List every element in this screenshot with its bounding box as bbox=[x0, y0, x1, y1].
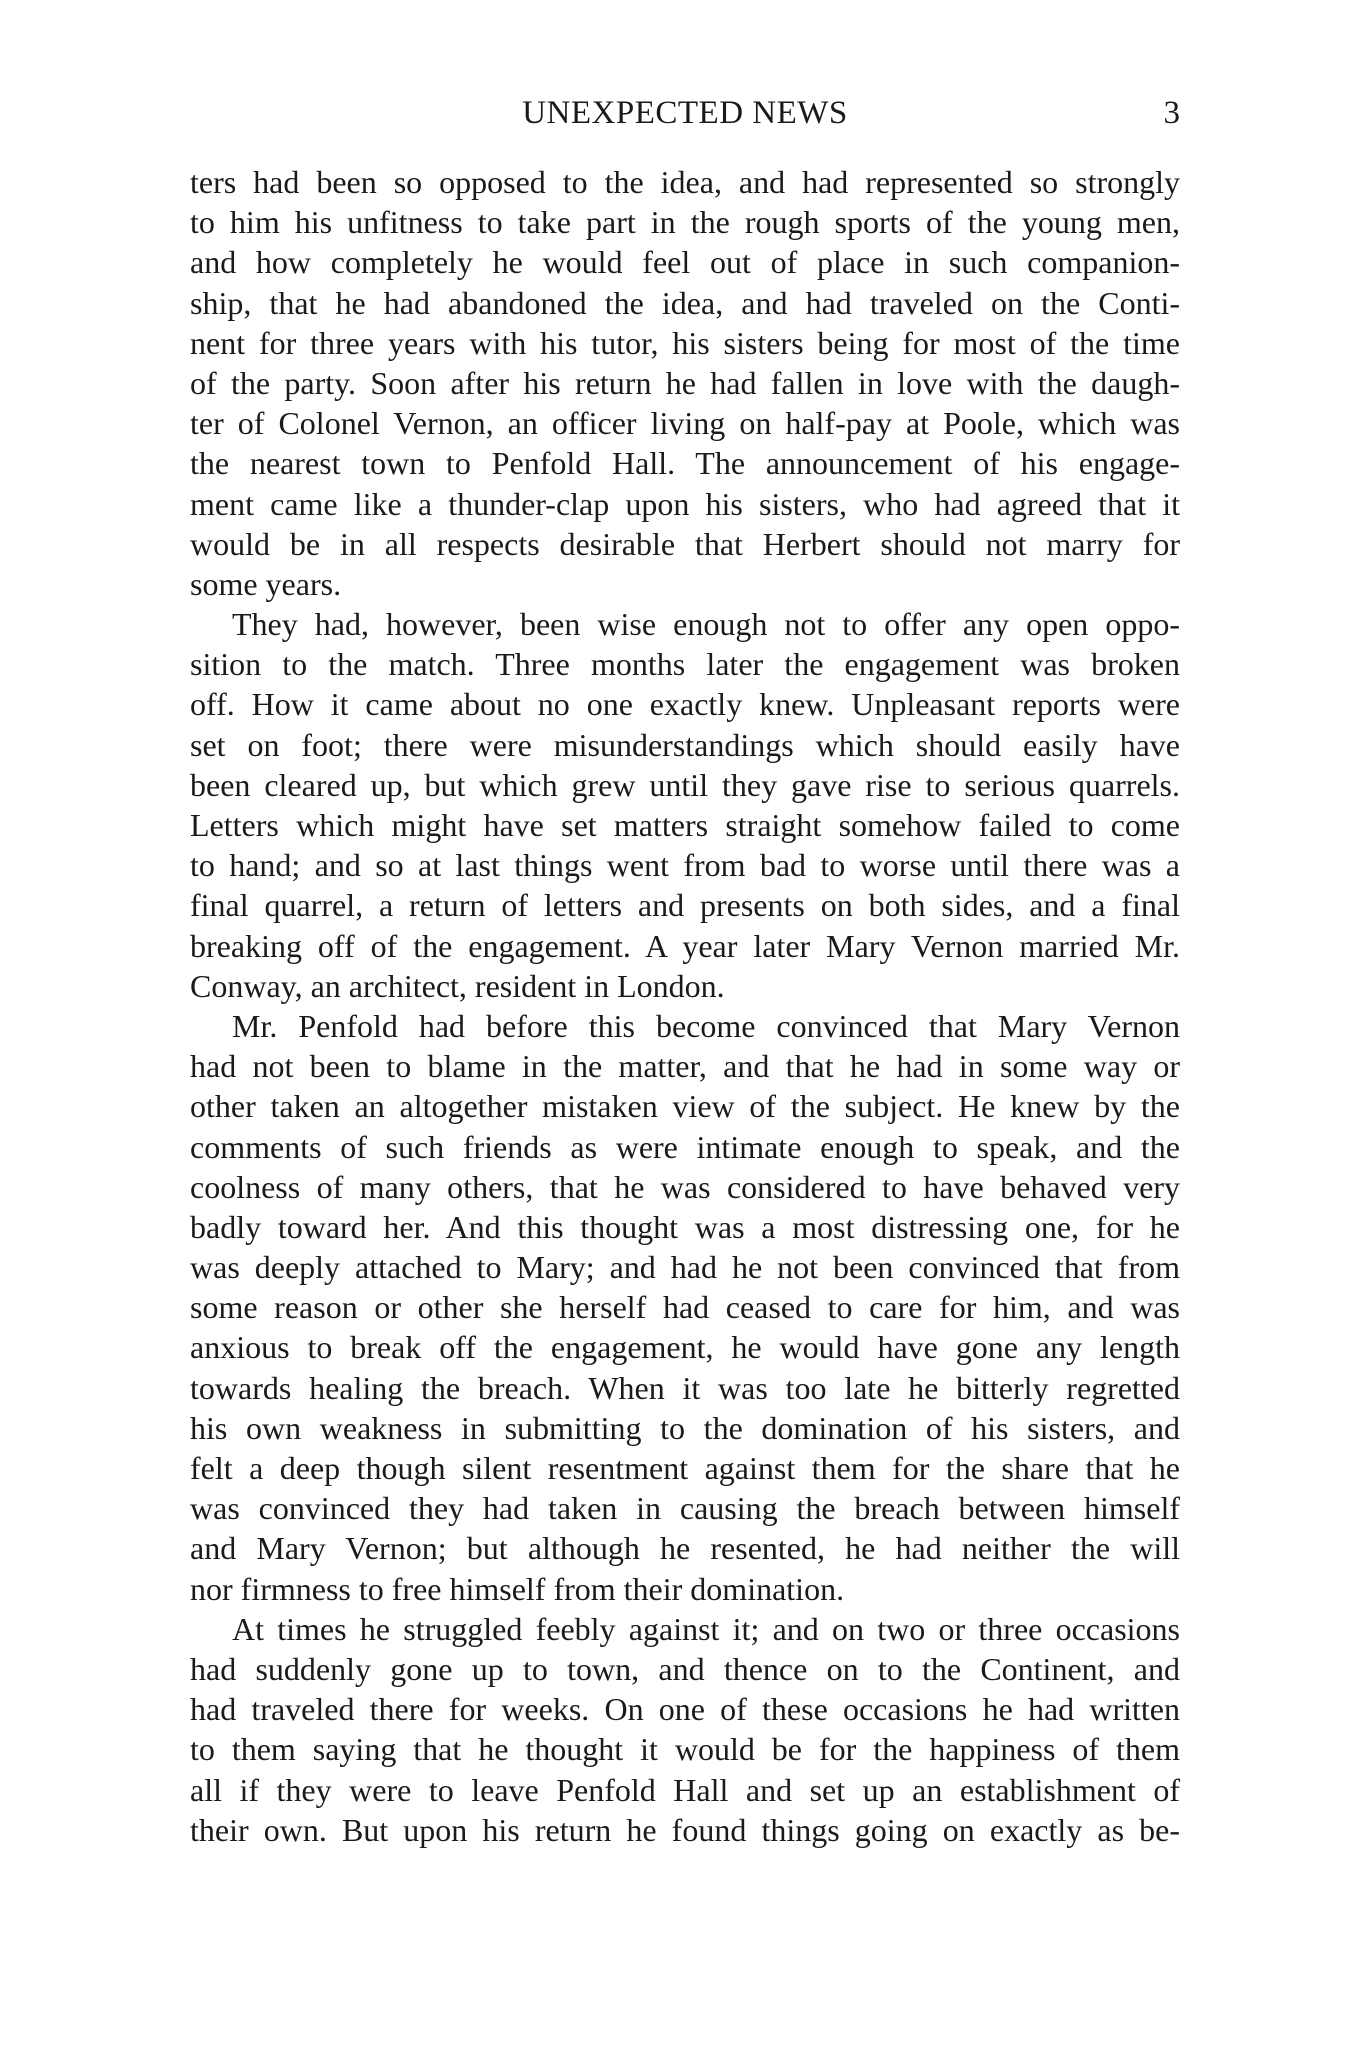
text-line: They had, however, been wise enough not to offer any open oppo- bbox=[232, 606, 1180, 643]
text-line: comments of such friends as were intimate enough to speak, and the bbox=[190, 1128, 1180, 1165]
text-line: coolness of many others, that he was considered to have behaved very bbox=[190, 1168, 1180, 1205]
text-line: off. How it came about no one exactly knew. Unpleasant reports were bbox=[190, 686, 1180, 723]
text-line: ship, that he had abandoned the idea, and had traveled on the Conti- bbox=[190, 284, 1180, 321]
text-line: felt a deep though silent resentment against them for the share that he bbox=[190, 1450, 1180, 1486]
text-line: nent for three years with his tutor, his sisters being for most of the time bbox=[190, 324, 1180, 361]
paragraph bbox=[190, 162, 1180, 604]
text-line: and how completely he would feel out of place in such companion- bbox=[190, 244, 1180, 281]
text-line: to them saying that he thought it would be for the happiness of them bbox=[190, 1731, 1180, 1768]
text-line: his own weakness in submitting to the domination of his sisters, and bbox=[190, 1409, 1180, 1446]
text-line: some reason or other she herself had ceased to care for him, and was bbox=[190, 1289, 1180, 1326]
text-line: nor firmness to free himself from their domination. bbox=[190, 1570, 845, 1607]
text-line: had not been to blame in the matter, and that he had in some way or bbox=[190, 1048, 1180, 1085]
text-line: and Mary Vernon; but although he resented, he had neither the will bbox=[190, 1530, 1180, 1567]
text-line: was convinced they had taken in causing the breach between himself bbox=[190, 1490, 1180, 1527]
text-line: was deeply attached to Mary; and had he not been convinced that from bbox=[190, 1249, 1180, 1286]
text-line: of the party. Soon after his return he had fallen in love with the daugh- bbox=[190, 364, 1180, 401]
page-number: 3 bbox=[1163, 95, 1180, 131]
text-line: to hand; and so at last things went from bad to worse until there was a bbox=[190, 847, 1180, 884]
text-line: Mr. Penfold had before this become convinced that Mary Vernon bbox=[232, 1007, 1180, 1044]
text-line: ment came like a thunder-clap upon his sisters, who had agreed that it bbox=[190, 485, 1180, 522]
text-line: badly toward her. And this thought was a most distressing one, for he bbox=[190, 1208, 1180, 1245]
text-line: breaking off of the engagement. A year later Mary Vernon married Mr. bbox=[190, 927, 1180, 964]
text-line: final quarrel, a return of letters and presents on both sides, and a final bbox=[190, 887, 1180, 924]
text-line: the nearest town to Penfold Hall. The announcement of his engage- bbox=[190, 445, 1180, 482]
text-line: all if they were to leave Penfold Hall and set up an establishment of bbox=[190, 1771, 1180, 1808]
text-line: anxious to break off the engagement, he would have gone any length bbox=[190, 1329, 1180, 1366]
text-line: At times he struggled feebly against it; and on two or three occasions bbox=[232, 1610, 1180, 1647]
text-line: to him his unfitness to take part in the rough sports of the young men, bbox=[190, 204, 1180, 241]
text-line: ters had been so opposed to the idea, and had represented so strongly bbox=[190, 164, 1180, 200]
text-line: had suddenly gone up to town, and thence on to the Continent, and bbox=[190, 1650, 1180, 1687]
body-text bbox=[190, 162, 1180, 1850]
text-line: some years. bbox=[190, 565, 342, 602]
text-line: Conway, an architect, resident in London. bbox=[190, 967, 725, 1004]
text-line: their own. But upon his return he found things going on exactly as be- bbox=[190, 1811, 1180, 1848]
text-line: towards healing the breach. When it was too late he bitterly regretted bbox=[190, 1369, 1180, 1406]
chapter-title: UNEXPECTED NEWS bbox=[522, 95, 848, 131]
paragraph bbox=[190, 604, 1180, 1006]
paragraph bbox=[190, 1609, 1180, 1850]
running-head bbox=[190, 88, 1180, 138]
text-line: would be in all respects desirable that Herbert should not marry for bbox=[190, 525, 1180, 562]
text-line: Letters which might have set matters straight somehow failed to come bbox=[190, 807, 1180, 843]
text-line: set on foot; there were misunderstandings which should easily have bbox=[190, 726, 1180, 763]
text-line: other taken an altogether mistaken view of the subject. He knew by the bbox=[190, 1088, 1180, 1125]
text-line: ter of Colonel Vernon, an officer living on half-pay at Poole, which was bbox=[190, 405, 1180, 442]
text-line: had traveled there for weeks. On one of these occasions he had written bbox=[190, 1691, 1180, 1728]
paragraph bbox=[190, 1006, 1180, 1609]
text-line: been cleared up, but which grew until they gave rise to serious quarrels. bbox=[190, 766, 1180, 803]
text-line: sition to the match. Three months later the engagement was broken bbox=[190, 646, 1180, 683]
